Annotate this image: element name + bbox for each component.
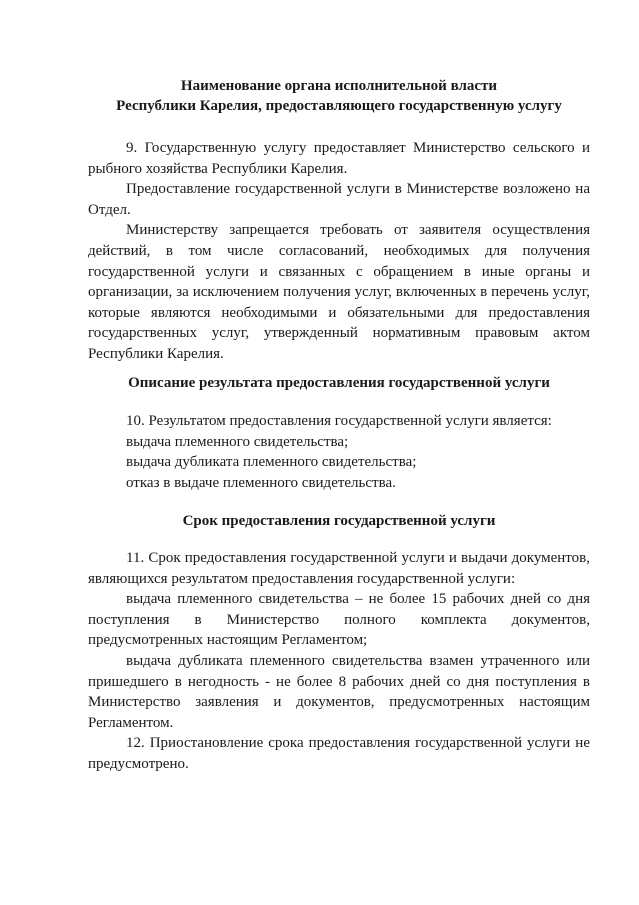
result-item-refusal: отказ в выдаче племенного свидетельства. xyxy=(126,474,396,491)
term-item-certificate: выдача племенного свидетельства – не более 15 рабочих дней со дня поступления в Министерство полного комплекта документов, предусмотренных настоящим Регламентом; xyxy=(88,591,590,649)
section-body-result xyxy=(88,411,590,493)
paragraph-department: Предоставление государственной услуги в Министерстве возложено на Отдел. xyxy=(88,181,590,218)
section-heading-authority xyxy=(88,76,590,116)
paragraph-9: 9. Государственную услугу предоставляет Министерство сельского и рыбного хозяйства Республики Карелия. xyxy=(88,140,590,177)
heading-term: Срок предоставления государственной услуги xyxy=(182,513,496,529)
result-item-certificate: выдача племенного свидетельства; xyxy=(126,433,349,450)
paragraph-12: 12. Приостановление срока предоставления государственной услуги не предусмотрено. xyxy=(88,735,590,772)
heading-line-1: Наименование органа исполнительной власти xyxy=(180,78,498,94)
section-heading-term xyxy=(88,511,590,531)
section-body-term xyxy=(88,548,590,775)
term-item-duplicate: выдача дубликата племенного свидетельства взамен утраченного или пришедшего в негодность - не более 8 рабочих дней со дня поступления в Министерство заявления и документов, предусмотренных настоящим Регламентом. xyxy=(88,652,590,731)
result-item-duplicate: выдача дубликата племенного свидетельства; xyxy=(126,454,417,471)
section-heading-result xyxy=(88,373,590,393)
heading-result: Описание результата предоставления государственной услуги xyxy=(128,375,550,391)
heading-line-2: Республики Карелия, предоставляющего государственную услугу xyxy=(116,98,562,114)
paragraph-prohibition: Министерству запрещается требовать от заявителя осуществления действий, в том числе согласований, необходимых для получения государственной услуги и связанных с обращением в иные органы и организации, за исключением получения услуг, включенных в перечень услуг, которые являются необходимыми и обязательными для предоставления государственных услуг, утвержденный нормативным правовым актом Республики Карелия. xyxy=(88,222,590,362)
paragraph-11: 11. Срок предоставления государственной услуги и выдачи документов, являющихся результатом предоставления государственной услуги: xyxy=(88,550,590,587)
paragraph-10: 10. Результатом предоставления государственной услуги является: xyxy=(126,413,552,429)
section-body-authority xyxy=(88,138,590,365)
